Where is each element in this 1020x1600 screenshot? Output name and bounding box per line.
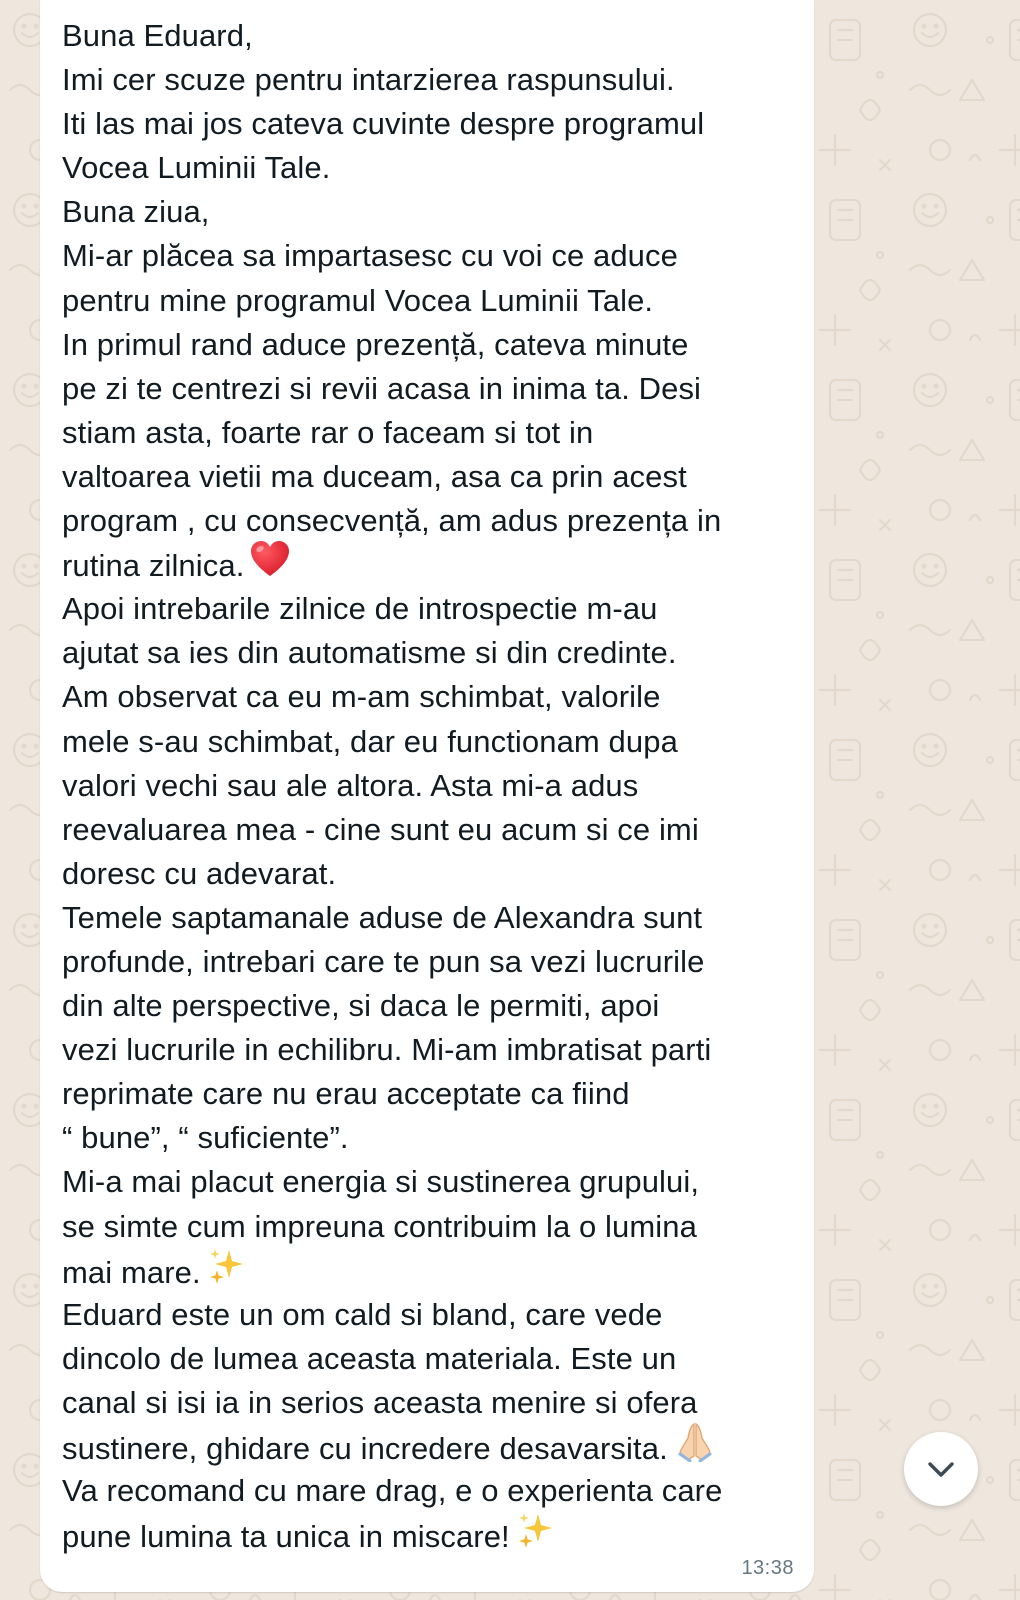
message-line-text: valtoarea vietii ma duceam, asa ca prin acest bbox=[62, 458, 687, 494]
message-line bbox=[62, 1205, 814, 1249]
message-line-text: sustinere, ghidare cu incredere desavarsita. bbox=[62, 1431, 668, 1467]
message-line bbox=[62, 764, 814, 808]
message-line-text: Temele saptamanale aduse de Alexandra sunt bbox=[62, 899, 703, 935]
message-line bbox=[62, 279, 814, 323]
message-line-text: rutina zilnica. bbox=[62, 548, 245, 584]
message-line-text: doresc cu adevarat. bbox=[62, 855, 337, 891]
message-line-text: valori vechi sau ale altora. Asta mi-a adus bbox=[62, 767, 639, 803]
message-line-text: Mi-ar plăcea sa impartasesc cu voi ce aduce bbox=[62, 238, 678, 274]
message-line bbox=[62, 146, 814, 190]
message-line bbox=[62, 587, 814, 631]
message-line bbox=[62, 675, 814, 719]
message-line-text: Mi-a mai placut energia si sustinerea grupului, bbox=[62, 1164, 700, 1200]
message-timestamp: 13:38 bbox=[741, 1557, 794, 1579]
message-line-text: Eduard este un om cald si bland, care vede bbox=[62, 1296, 663, 1332]
message-line bbox=[62, 190, 814, 234]
message-line-text: “ bune”, “ suficiente”. bbox=[62, 1120, 349, 1156]
message-line bbox=[62, 323, 814, 367]
message-line-text: profunde, intrebari care te pun sa vezi lucrurile bbox=[62, 943, 705, 979]
message-line-text: Iti las mai jos cateva cuvinte despre programul bbox=[62, 106, 705, 142]
message-line bbox=[62, 852, 814, 896]
heart-icon bbox=[250, 540, 290, 590]
message-line bbox=[62, 1028, 814, 1072]
message-line-text: In primul rand aduce prezență, cateva minute bbox=[62, 326, 689, 362]
message-line bbox=[62, 102, 814, 146]
message-line bbox=[62, 1469, 814, 1513]
message-line-text: Am observat ca eu m-am schimbat, valorile bbox=[62, 679, 661, 715]
sparkles-icon bbox=[516, 1510, 556, 1562]
message-line-text: reprimate care nu erau acceptate ca fiind bbox=[62, 1076, 630, 1112]
folded-hands-icon bbox=[674, 1422, 716, 1474]
message-text bbox=[62, 14, 814, 1557]
scroll-to-bottom-button[interactable] bbox=[904, 1432, 978, 1506]
message-line-text: dincolo de lumea aceasta materiala. Este un bbox=[62, 1340, 677, 1376]
sparkles-icon bbox=[207, 1246, 247, 1298]
message-line-text: Vocea Luminii Tale. bbox=[62, 150, 331, 186]
message-line bbox=[62, 367, 814, 411]
message-line-text: Apoi intrebarile zilnice de introspectie m-au bbox=[62, 591, 658, 627]
message-line bbox=[62, 1072, 814, 1116]
message-line-text: vezi lucrurile in echilibru. Mi-am imbratisat parti bbox=[62, 1032, 712, 1068]
message-line bbox=[62, 411, 814, 455]
message-line-text: pe zi te centrezi si revii acasa in inima ta. Desi bbox=[62, 370, 702, 406]
message-line-text: stiam asta, foarte rar o faceam si tot in bbox=[62, 414, 594, 450]
message-line bbox=[62, 808, 814, 852]
message-line bbox=[62, 14, 814, 58]
message-line-text: Va recomand cu mare drag, e o experienta care bbox=[62, 1473, 723, 1509]
message-line bbox=[62, 234, 814, 278]
message-line bbox=[62, 1381, 814, 1425]
message-bubble[interactable] bbox=[40, 0, 814, 1592]
message-line bbox=[62, 720, 814, 764]
message-line bbox=[62, 940, 814, 984]
message-line-text: program , cu consecvență, am adus prezența in bbox=[62, 503, 722, 539]
message-line bbox=[62, 455, 814, 499]
message-line-text: Imi cer scuze pentru intarzierea raspunsului. bbox=[62, 62, 675, 98]
message-line-text: canal si isi ia in serios aceasta menire si ofera bbox=[62, 1384, 698, 1420]
message-line bbox=[62, 1425, 814, 1469]
message-line bbox=[62, 631, 814, 675]
message-line bbox=[62, 499, 814, 543]
message-line-text: mai mare. bbox=[62, 1254, 201, 1290]
message-line bbox=[62, 1249, 814, 1293]
message-line-text: pentru mine programul Vocea Luminii Tale. bbox=[62, 282, 654, 318]
message-line bbox=[62, 1116, 814, 1160]
message-line-text: din alte perspective, si daca le permiti, apoi bbox=[62, 988, 660, 1024]
message-line-text: ajutat sa ies din automatisme si din credinte. bbox=[62, 635, 677, 671]
chevron-down-icon bbox=[924, 1452, 958, 1486]
message-line-text: reevaluarea mea - cine sunt eu acum si ce imi bbox=[62, 811, 699, 847]
message-line-text: Buna ziua, bbox=[62, 194, 210, 230]
message-line-text: Buna Eduard, bbox=[62, 18, 253, 53]
message-line-text: pune lumina ta unica in miscare! bbox=[62, 1519, 510, 1555]
message-line-text: mele s-au schimbat, dar eu functionam dupa bbox=[62, 723, 678, 759]
message-line bbox=[62, 896, 814, 940]
message-line bbox=[62, 543, 814, 587]
message-line bbox=[62, 1293, 814, 1337]
message-line bbox=[62, 1337, 814, 1381]
message-line bbox=[62, 1160, 814, 1204]
message-line bbox=[62, 1513, 814, 1557]
message-line bbox=[62, 984, 814, 1028]
message-line-text: se simte cum impreuna contribuim la o lumina bbox=[62, 1208, 697, 1244]
message-line bbox=[62, 58, 814, 102]
